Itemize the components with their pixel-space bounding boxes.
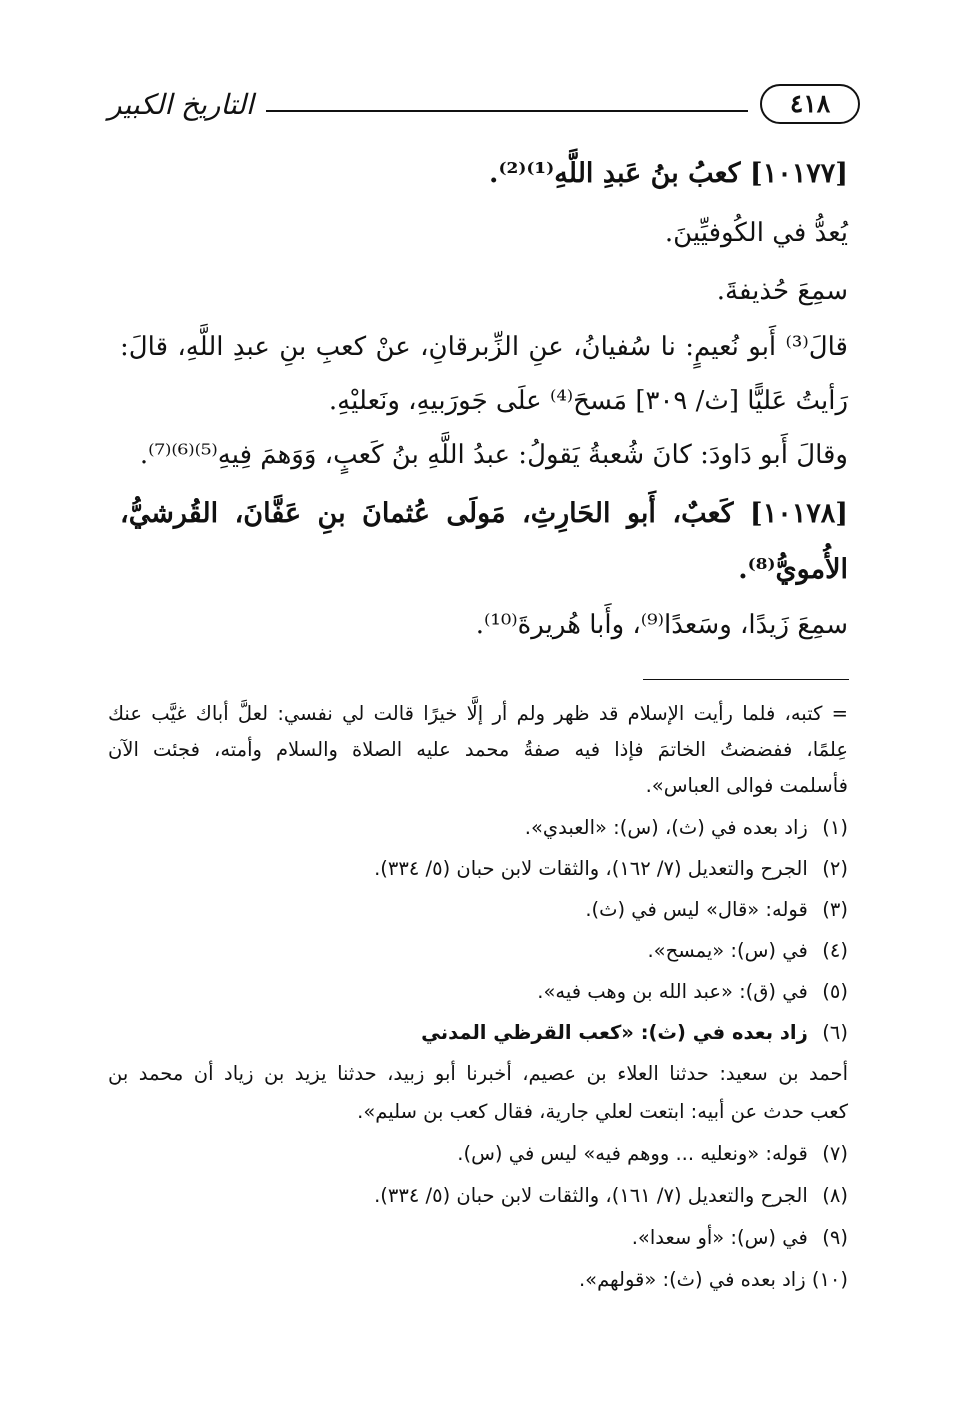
footnote-number: (٣) (822, 898, 848, 921)
footnote-text: زاد بعده في (ث): «قولهم». (578, 1268, 806, 1291)
footnote-continuation: أحمد بن سعيد: حدثنا العلاء بن عصيم، أخبرنا أبو زبيد، حدثنا يزيد بن زياد أن محمد بن (108, 1062, 848, 1085)
main-line: سمِعَ حُذيفةَ. (716, 276, 848, 306)
footnote-text: في (س): «يمسح». (647, 939, 808, 962)
footnote-item (647, 939, 848, 962)
footnote-number: (٢) (822, 857, 848, 880)
footnote-number: (٨) (822, 1184, 848, 1207)
footnote-number: (١٠) (811, 1268, 848, 1291)
book-title: التاريخ الكبير (108, 88, 254, 121)
footnote-number: (١) (822, 816, 848, 839)
footnote-text: في (ق): «عبد الله بن وهب فيه». (537, 980, 808, 1003)
footnote-continuation: عِلمًا، ففضضتُ الخاتمَ فإذا فيه صفةُ محمد عليه الصلاة والسلام وأمته، فجئت الآن (108, 738, 848, 761)
footnote-item (537, 980, 848, 1003)
entry-heading-10178-cont: الأُمويُّ⁽⁸⁾. (738, 554, 848, 585)
main-line: يُعدُّ في الكُوفيِّينَ. (664, 218, 848, 248)
footnote-number: (٥) (822, 980, 848, 1003)
footnote-text: الجرح والتعديل (٧/ ١٦٢)، والثقات لابن حبان (٥/ ٣٣٤). (374, 857, 808, 880)
footnote-item (579, 1268, 848, 1291)
header-rule (266, 110, 748, 112)
footnote-item (421, 1021, 848, 1044)
page-number: ٤١٨ (760, 84, 860, 124)
footnote-item (457, 1142, 848, 1165)
footnote-item (374, 1184, 848, 1207)
footnote-number: (٦) (822, 1021, 848, 1044)
entry-heading-10178: [١٠١٧٨] كَعبٌ، أَبو الحَارِثِ، مَولَى عُثمانَ بنِ عَفَّانَ، القُرشيُّ، (120, 498, 848, 529)
page-header (108, 84, 860, 134)
footnote-item (374, 857, 848, 880)
footnote-number: (٧) (822, 1142, 848, 1165)
footnote-item (525, 816, 848, 839)
footnote-text: قوله: «قال» ليس في (ث). (585, 898, 808, 921)
footnote-number: (٤) (822, 939, 848, 962)
footnote-text: قوله: «ونعليه ... ووهم فيه» ليس في (س). (457, 1142, 808, 1165)
footnote-text: زاد بعده في (ث)، (س): «العبدي». (524, 816, 808, 839)
main-line: رَأيتُ عَليًّا [ث/ ٣٠٩] مَسحَ⁽⁴⁾ علَى جَورَبيهِ، ونَعليْهِ. (328, 386, 848, 416)
main-line: وقالَ أَبو دَاودَ: كانَ شُعبةُ يَقولُ: عبدُ اللَّهِ بنُ كَعبٍ، وَوَهمَ فِيهِ⁽⁵⁾⁽⁶⁾⁽⁷⁾. (139, 440, 848, 470)
footnote-text: زاد بعده في (ث): «كعب القرظي المدني (421, 1021, 808, 1044)
footnote-text: في (س): «أو سعدا». (631, 1226, 808, 1249)
footnote-continuation: فأسلمت فوالى العباس». (645, 774, 848, 797)
footnote-number: (٩) (822, 1226, 848, 1249)
footnote-separator (643, 679, 849, 680)
footnote-item (632, 1226, 848, 1249)
main-line: سمِعَ زَيدًا، وسَعدًا⁽⁹⁾، وأَبا هُريرةَ⁽¹⁰⁾. (475, 610, 848, 640)
entry-heading-10177: [١٠١٧٧] كعبُ بنُ عَبدِ اللَّهِ⁽¹⁾⁽²⁾. (489, 158, 848, 189)
footnote-continuation: = كتبه، فلما رأيت الإسلام قد ظهر ولم أر إلَّا خيرًا قالت لي نفسي: لعلَّ أباك غيَّب عنك (108, 702, 848, 725)
footnote-item (585, 898, 848, 921)
footnote-continuation: كعب حدث عن أبيه: ابتعت لعلي جارية، فقال كعب بن سليم». (357, 1100, 848, 1123)
footnote-text: الجرح والتعديل (٧/ ١٦١)، والثقات لابن حبان (٥/ ٣٣٤). (374, 1184, 808, 1207)
main-line: قالَ⁽³⁾ أَبو نُعيمٍ: نا سُفيانُ، عنِ الزِّبرقانِ، عنْ كعبِ بنِ عبدِ اللَّهِ، قالَ: (120, 332, 848, 362)
